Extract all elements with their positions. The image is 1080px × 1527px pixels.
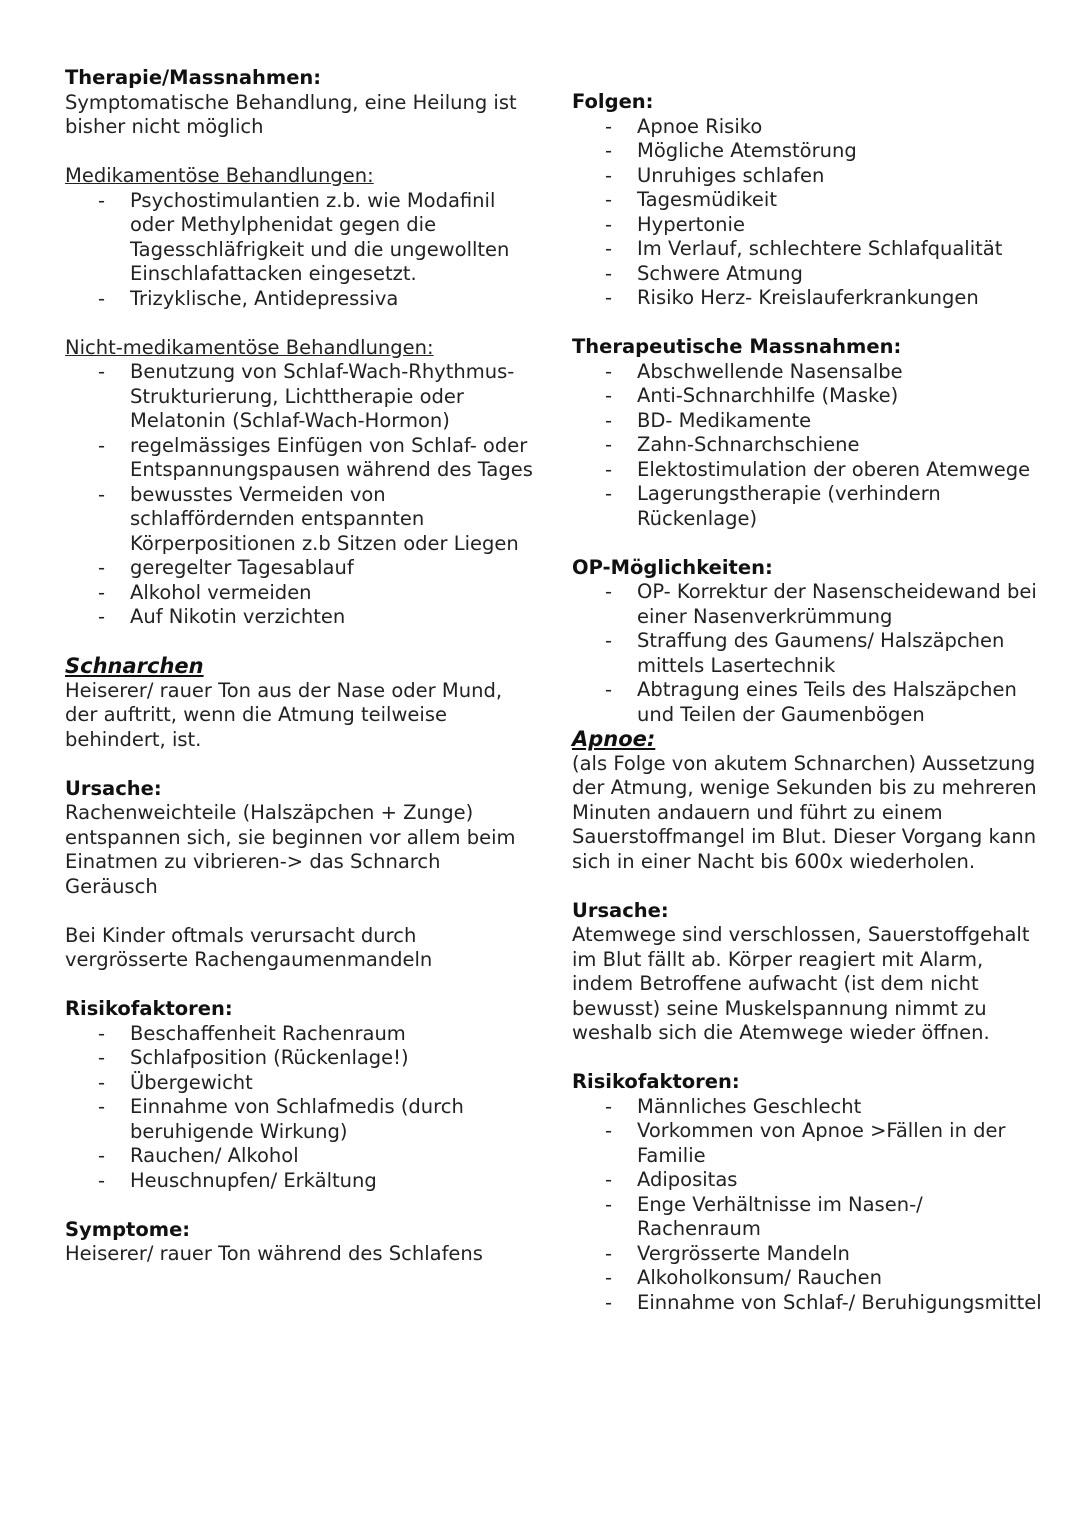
nicht-medikamentoes-heading: Nicht-medikamentöse Behandlungen:: [65, 335, 434, 359]
list-item: - Trizyklische, Antidepressiva: [65, 287, 535, 312]
list-item: - Alkohol vermeiden: [65, 581, 535, 606]
therapie-text: Symptomatische Behandlung, eine Heilung ist bisher nicht möglich: [65, 90, 517, 138]
list-item: - Hypertonie: [572, 213, 1042, 238]
list-item: - Lagerungstherapie (verhindern Rückenlage): [572, 482, 1042, 531]
list-item: - Unruhiges schlafen: [572, 164, 1042, 189]
list-item: - Abtragung eines Teils des Halszäpchen und Teilen der Gaumenbögen: [572, 678, 1042, 727]
list-item: - Einnahme von Schlafmedis (durch beruhigende Wirkung): [65, 1095, 535, 1144]
list-item: - Enge Verhältnisse im Nasen-/ Rachenraum: [572, 1193, 1042, 1242]
apnoe-risikofaktoren-list: [572, 1095, 1042, 1316]
folgen-heading: Folgen:: [572, 90, 654, 113]
apnoe-ursache-heading: Ursache:: [572, 898, 669, 922]
list-item: - Vergrösserte Mandeln: [572, 1242, 1042, 1267]
apnoe-heading: Apnoe:: [572, 727, 656, 751]
risikofaktoren-list: [65, 1022, 535, 1194]
list-item: - Anti-Schnarchhilfe (Maske): [572, 384, 1042, 409]
list-item: - Abschwellende Nasensalbe: [572, 360, 1042, 385]
folgen-list: [572, 115, 1042, 311]
therapeutische-list: [572, 360, 1042, 532]
symptome-text: Heiserer/ rauer Ton während des Schlafens: [65, 1242, 483, 1265]
list-item: - Alkoholkonsum/ Rauchen: [572, 1266, 1042, 1291]
list-item: - Schlafposition (Rückenlage!): [65, 1046, 535, 1071]
list-item: - Vorkommen von Apnoe >Fällen in der Familie: [572, 1119, 1042, 1168]
list-item: - Straffung des Gaumens/ Halszäpchen mittels Lasertechnik: [572, 629, 1042, 678]
list-item: - Männliches Geschlecht: [572, 1095, 1042, 1120]
ursache-text-kinder: Bei Kinder oftmals verursacht durch vergrösserte Rachengaumenmandeln: [65, 923, 433, 971]
schnarchen-text: Heiserer/ rauer Ton aus der Nase oder Mund, der auftritt, wenn die Atmung teilweise behindert, ist.: [65, 678, 503, 751]
medikamentoes-heading: Medikamentöse Behandlungen:: [65, 164, 374, 187]
therapie-heading: Therapie/Massnahmen:: [65, 66, 322, 89]
apnoe-risikofaktoren-heading: Risikofaktoren:: [572, 1070, 740, 1093]
list-item: - regelmässiges Einfügen von Schlaf- oder Entspannungspausen während des Tages: [65, 434, 535, 483]
list-item: - Psychostimulantien z.b. wie Modafinil oder Methylphenidat gegen die Tagesschläfrigkeit und die ungewollten Einschlafattacken eingesetzt.: [65, 189, 535, 287]
list-item: - Im Verlauf, schlechtere Schlafqualität: [572, 237, 1042, 262]
right-column: [572, 90, 1042, 1315]
list-item: - Mögliche Atemstörung: [572, 139, 1042, 164]
list-item: - Elektostimulation der oberen Atemwege: [572, 458, 1042, 483]
medikamentoes-list: [65, 189, 535, 312]
therapeutische-heading: Therapeutische Massnahmen:: [572, 335, 902, 358]
schnarchen-heading: Schnarchen: [65, 654, 204, 678]
list-item: - Einnahme von Schlaf-/ Beruhigungsmittel: [572, 1291, 1042, 1316]
list-item: - Heuschnupfen/ Erkältung: [65, 1169, 535, 1194]
list-item: - Zahn-Schnarchschiene: [572, 433, 1042, 458]
left-column: [65, 66, 535, 1267]
list-item: - Risiko Herz- Kreislauferkrankungen: [572, 286, 1042, 311]
nicht-medikamentoes-list: [65, 360, 535, 630]
list-item: - Tagesmüdikeit: [572, 188, 1042, 213]
list-item: - BD- Medikamente: [572, 409, 1042, 434]
apnoe-text: (als Folge von akutem Schnarchen) Aussetzung der Atmung, wenige Sekunden bis zu mehreren Minuten andauern und führt zu einem Sauerstoffmangel im Blut. Dieser Vorgang kann sich in einer Nacht bis 600x wiederholen.: [572, 751, 1037, 873]
list-item: - Beschaffenheit Rachenraum: [65, 1022, 535, 1047]
list-item: - Übergewicht: [65, 1071, 535, 1096]
op-list: [572, 580, 1042, 727]
apnoe-ursache-text: Atemwege sind verschlossen, Sauerstoffgehalt im Blut fällt ab. Körper reagiert mit Alarm, indem Betroffene aufwacht (ist dem nicht bewusst) seine Muskelspannung nimmt zu weshalb sich die Atemwege wieder öffnen.: [572, 923, 1030, 1044]
list-item: - Adipositas: [572, 1168, 1042, 1193]
list-item: - geregelter Tagesablauf: [65, 556, 535, 581]
list-item: - OP- Korrektur der Nasenscheidewand bei einer Nasenverkrümmung: [572, 580, 1042, 629]
list-item: - bewusstes Vermeiden von schlaffördernden entspannten Körperpositionen z.b Sitzen oder Liegen: [65, 483, 535, 557]
symptome-heading: Symptome:: [65, 1217, 191, 1241]
list-item: - Schwere Atmung: [572, 262, 1042, 287]
list-item: - Rauchen/ Alkohol: [65, 1144, 535, 1169]
risikofaktoren-heading: Risikofaktoren:: [65, 997, 233, 1020]
list-item: - Benutzung von Schlaf-Wach-Rhythmus-Strukturierung, Lichttherapie oder Melatonin (Schlaf-Wach-Hormon): [65, 360, 535, 434]
ursache-heading: Ursache:: [65, 776, 162, 800]
ursache-text: Rachenweichteile (Halszäpchen + Zunge) entspannen sich, sie beginnen vor allem beim Einatmen zu vibrieren-> das Schnarch Geräusch: [65, 801, 516, 898]
list-item: - Apnoe Risiko: [572, 115, 1042, 140]
list-item: - Auf Nikotin verzichten: [65, 605, 535, 630]
op-heading: OP-Möglichkeiten:: [572, 555, 773, 579]
